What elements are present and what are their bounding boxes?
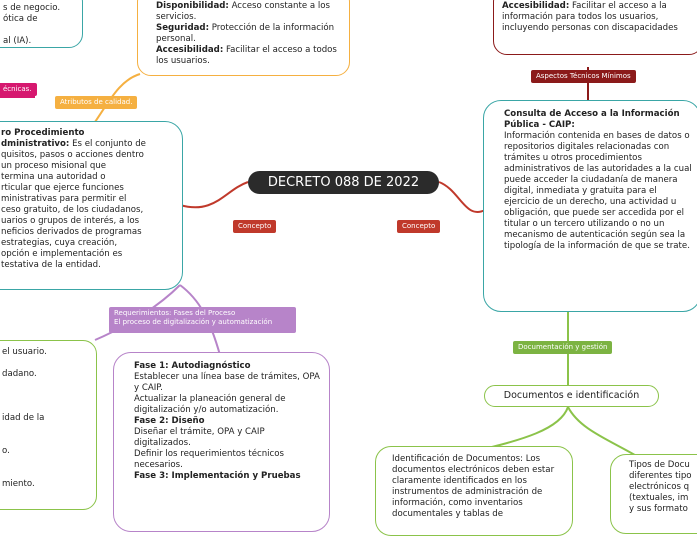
accessibility-label: Accesibilidad: [502, 1, 570, 11]
node-text: miento. [2, 479, 35, 489]
aspectos-tag[interactable]: Aspectos Técnicos Mínimos [531, 70, 636, 83]
procedimiento-title: ro Procedimiento dministrativo: [1, 128, 85, 149]
node-text: s de negocio. [3, 3, 61, 13]
quality-attributes-node[interactable] [137, 0, 350, 76]
node-text: idad de la [2, 413, 45, 423]
procedimiento-text: Es el conjunto de quisitos, pasos o acciones dentro un proceso misional que termina una autoridad o rticular que ejerce funciones ministrativas para permitir el ceso gratuito, de los ciudadanos, uarios o grupos de interés, a los neficios derivados de programas estrategias, cuya creación, opción e implementación es testativa de la entidad. [1, 139, 146, 270]
tipos-text: Tipos de Docu diferentes tipo electrónicos q (textuales, im y sus formato [629, 460, 692, 514]
caip-title: Consulta de Acceso a la Información Pública - CAIP: [504, 109, 680, 130]
procedimiento-administrativo-node[interactable] [0, 121, 183, 290]
caip-node[interactable] [483, 100, 697, 312]
atributos-tag[interactable]: Atributos de calidad. [55, 96, 137, 109]
node-text: o. [2, 446, 10, 456]
accessibility-label: Accesibilidad: [156, 45, 224, 55]
documentos-label: Documentos e identificación [503, 390, 640, 401]
node-text: el usuario. [2, 347, 47, 357]
partial-node-bottom-left [0, 340, 97, 510]
identificacion-text: Identificación de Documentos: Los documentos electrónicos deben estar claramente identificados en los instrumentos de administración de información, como inventarios documentales y tablas de [392, 454, 555, 519]
central-topic[interactable]: DECRETO 088 DE 2022 [248, 171, 439, 194]
fases-node[interactable] [113, 352, 330, 532]
caip-text: Información contenida en bases de datos o repositorios digitales relacionadas con trámites u otros procedimientos administrativos de las autoridades a la cual puede acceder la ciudadanía de manera digital, inmediata y gratuita para el ejercicio de un derecho, una actividad u obligación, que puede ser accedida por el titular o un tercero utilizando o no un mecanismo de autenticación según sea la tipología de la información de que se trate. [504, 131, 692, 251]
security-text: Protección de la información personal. [156, 23, 335, 44]
tipos-documentos-node[interactable] [610, 454, 697, 534]
accessibility-text: Facilitar el acceso a todos los usuarios. [156, 45, 337, 66]
concepto-left-tag[interactable]: Concepto [233, 220, 276, 233]
partial-node-top-left [0, 0, 83, 48]
fase2-title: Fase 2: Diseño [134, 416, 205, 426]
requerimientos-tag[interactable]: Requerimientos: Fases del Proceso El proceso de digitalización y automatización [109, 307, 296, 333]
node-text: al (IA). [3, 36, 32, 46]
node-text: dadano. [2, 369, 37, 379]
fase2-text: Diseñar el trámite, OPA y CAIP digitalizados. Definir los requerimientos técnicos necesarios. [134, 427, 285, 470]
documentos-identificacion-node[interactable] [484, 385, 659, 407]
identificacion-documentos-node[interactable] [375, 446, 573, 536]
accessibility-info-node[interactable] [493, 0, 697, 55]
tecnicas-tag[interactable]: écnicas. [0, 83, 37, 96]
availability-label: Disponibilidad: [156, 1, 229, 11]
fase1-text: Establecer una línea base de trámites, OPA y CAIP. Actualizar la planeación general de digitalización y/o automatización. [134, 372, 320, 415]
security-label: Seguridad: [156, 23, 210, 33]
concepto-right-tag[interactable]: Concepto [397, 220, 440, 233]
documentacion-tag[interactable]: Documentación y gestión [513, 341, 612, 354]
fase3-title: Fase 3: Implementación y Pruebas [134, 471, 301, 481]
accessibility-text: Facilitar el acceso a la información para todos los usuarios, incluyendo personas con discapacidades [502, 1, 678, 33]
node-text: ótica de [3, 14, 38, 24]
fase1-title: Fase 1: Autodiagnóstico [134, 361, 251, 371]
availability-text: Acceso constante a los servicios. [156, 1, 331, 22]
